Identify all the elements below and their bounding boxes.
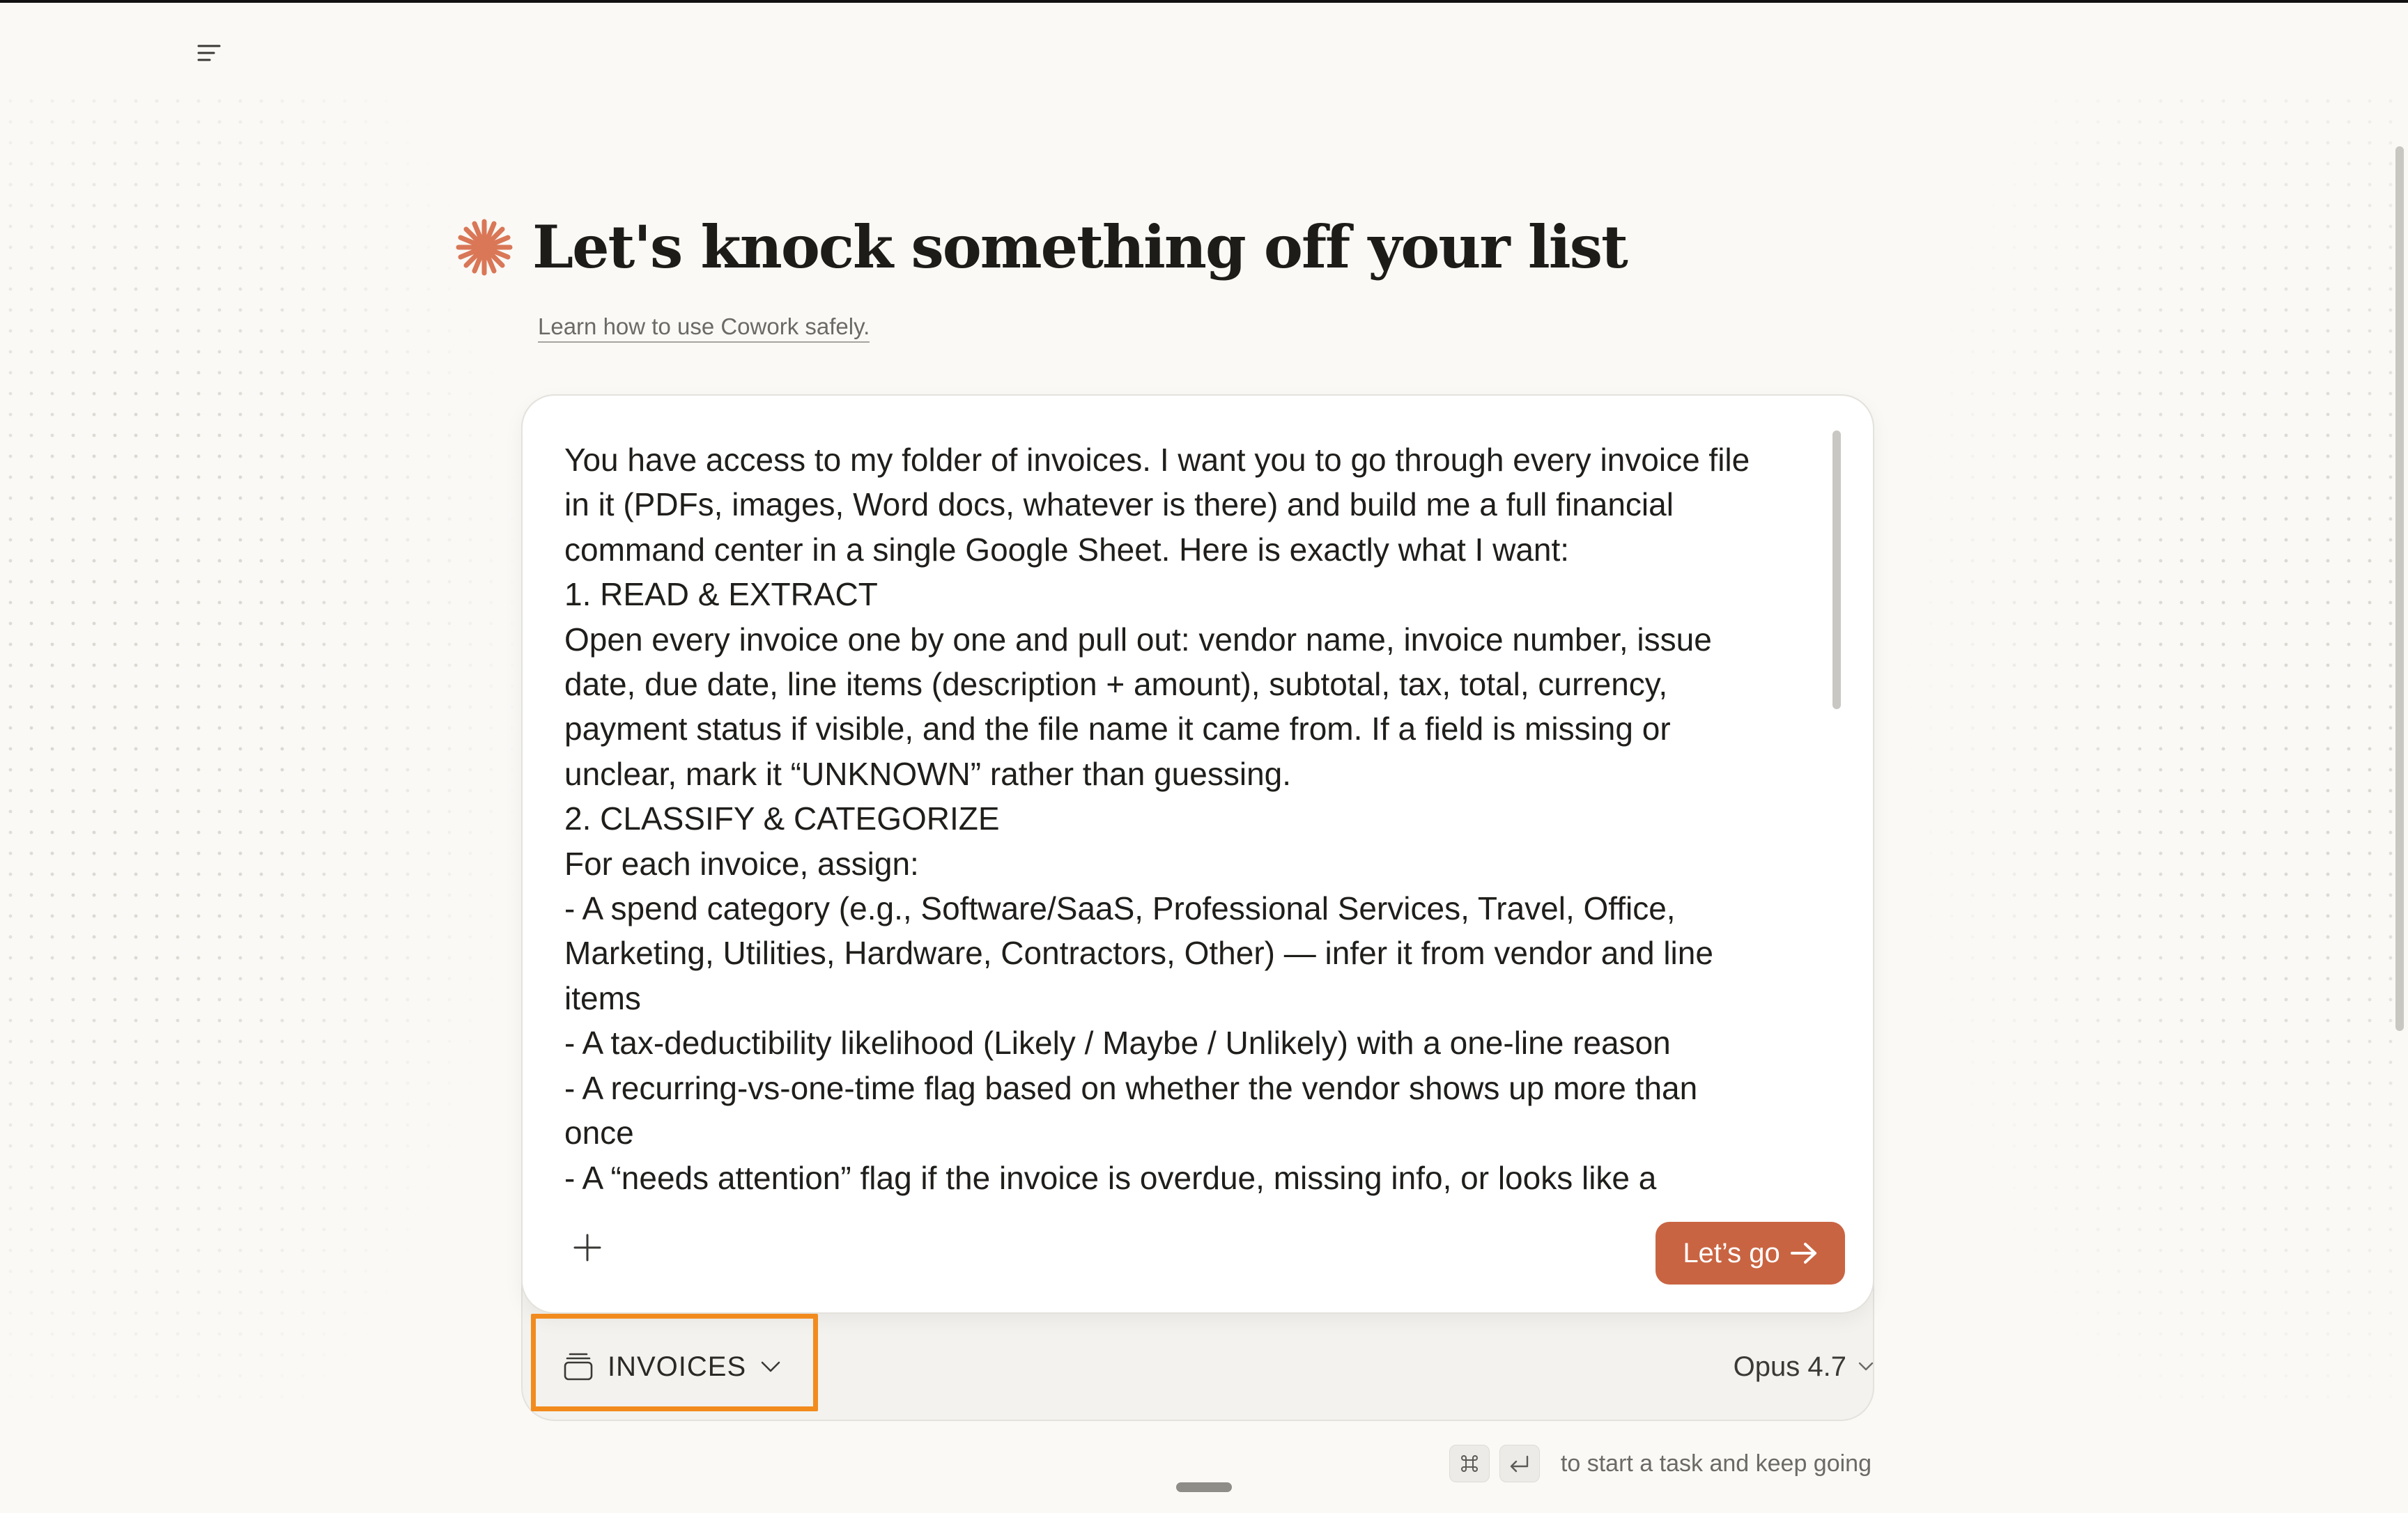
chevron-down-icon xyxy=(1858,1361,1874,1372)
prompt-line: - A “needs attention” flag if the invoice is overdue, missing info, or looks like a xyxy=(564,1159,1657,1196)
prompt-line: Open every invoice one by one and pull out: vendor name, invoice number, issue xyxy=(564,621,1712,658)
prompt-line: 2. CLASSIFY & CATEGORIZE xyxy=(564,800,1000,837)
prompt-line: date, due date, line items (description + amount), subtotal, tax, total, currency, xyxy=(564,666,1668,703)
page-title: Let's knock something off your list xyxy=(532,212,1627,281)
shortcut-hint-text: to start a task and keep going xyxy=(1560,1450,1871,1477)
prompt-line: - A recurring-vs-one-time flag based on whether the vendor shows up more than xyxy=(564,1069,1698,1106)
lets-go-label: Let’s go xyxy=(1683,1237,1780,1268)
page-scrollbar-thumb[interactable] xyxy=(2395,146,2404,1031)
prompt-line: items xyxy=(564,979,641,1016)
folder-name: INVOICES xyxy=(608,1351,747,1382)
prompt-line: You have access to my folder of invoices. I want you to go through every invoice file xyxy=(564,442,1750,478)
window-top-border xyxy=(0,0,2408,3)
plus-icon xyxy=(572,1232,603,1263)
enter-key-icon xyxy=(1508,1454,1531,1473)
model-selector[interactable] xyxy=(1734,1344,1874,1389)
dot-pattern-left xyxy=(0,91,530,1414)
prompt-line: Marketing, Utilities, Hardware, Contractors, Other) — infer it from vendor and line xyxy=(564,935,1713,972)
command-key-icon xyxy=(1458,1452,1481,1475)
prompt-line: in it (PDFs, images, Word docs, whatever is there) and build me a full financial xyxy=(564,486,1674,523)
prompt-textarea[interactable] xyxy=(564,437,1777,1196)
folder-icon xyxy=(563,1352,594,1381)
prompt-line: unclear, mark it “UNKNOWN” rather than guessing. xyxy=(564,755,1292,792)
folder-selector[interactable] xyxy=(563,1344,781,1389)
prompt-line: command center in a single Google Sheet. Here is exactly what I want: xyxy=(564,531,1570,568)
bottom-drag-handle[interactable] xyxy=(1176,1482,1232,1492)
chevron-down-icon xyxy=(760,1360,781,1374)
menu-icon xyxy=(197,44,221,62)
prompt-line: For each invoice, assign: xyxy=(564,845,919,882)
prompt-line: payment status if visible, and the file name it came from. If a field is missing or xyxy=(564,711,1671,747)
lets-go-button[interactable] xyxy=(1656,1222,1845,1285)
model-name: Opus 4.7 xyxy=(1733,1351,1846,1382)
prompt-line: - A tax-deductibility likelihood (Likely / Maybe / Unlikely) with a one-line reason xyxy=(564,1025,1671,1062)
dot-pattern-right xyxy=(1878,91,2408,1414)
keyboard-shortcut-hint xyxy=(1449,1442,1871,1485)
command-key xyxy=(1449,1445,1490,1482)
page-header xyxy=(453,212,1627,281)
arrow-right-icon xyxy=(1790,1241,1818,1265)
prompt-line: once xyxy=(564,1115,634,1151)
enter-key xyxy=(1499,1445,1540,1482)
prompt-line: - A spend category (e.g., Software/SaaS, Professional Services, Travel, Office, xyxy=(564,890,1676,927)
asterisk-logo xyxy=(453,216,516,279)
prompt-composer xyxy=(521,394,1874,1314)
prompt-line: 1. READ & EXTRACT xyxy=(564,576,878,613)
add-attachment-button[interactable] xyxy=(564,1225,610,1271)
safety-help-link[interactable]: Learn how to use Cowork safely. xyxy=(538,313,870,343)
sidebar-toggle-button[interactable] xyxy=(190,36,229,70)
prompt-scrollbar-thumb[interactable] xyxy=(1832,430,1841,709)
